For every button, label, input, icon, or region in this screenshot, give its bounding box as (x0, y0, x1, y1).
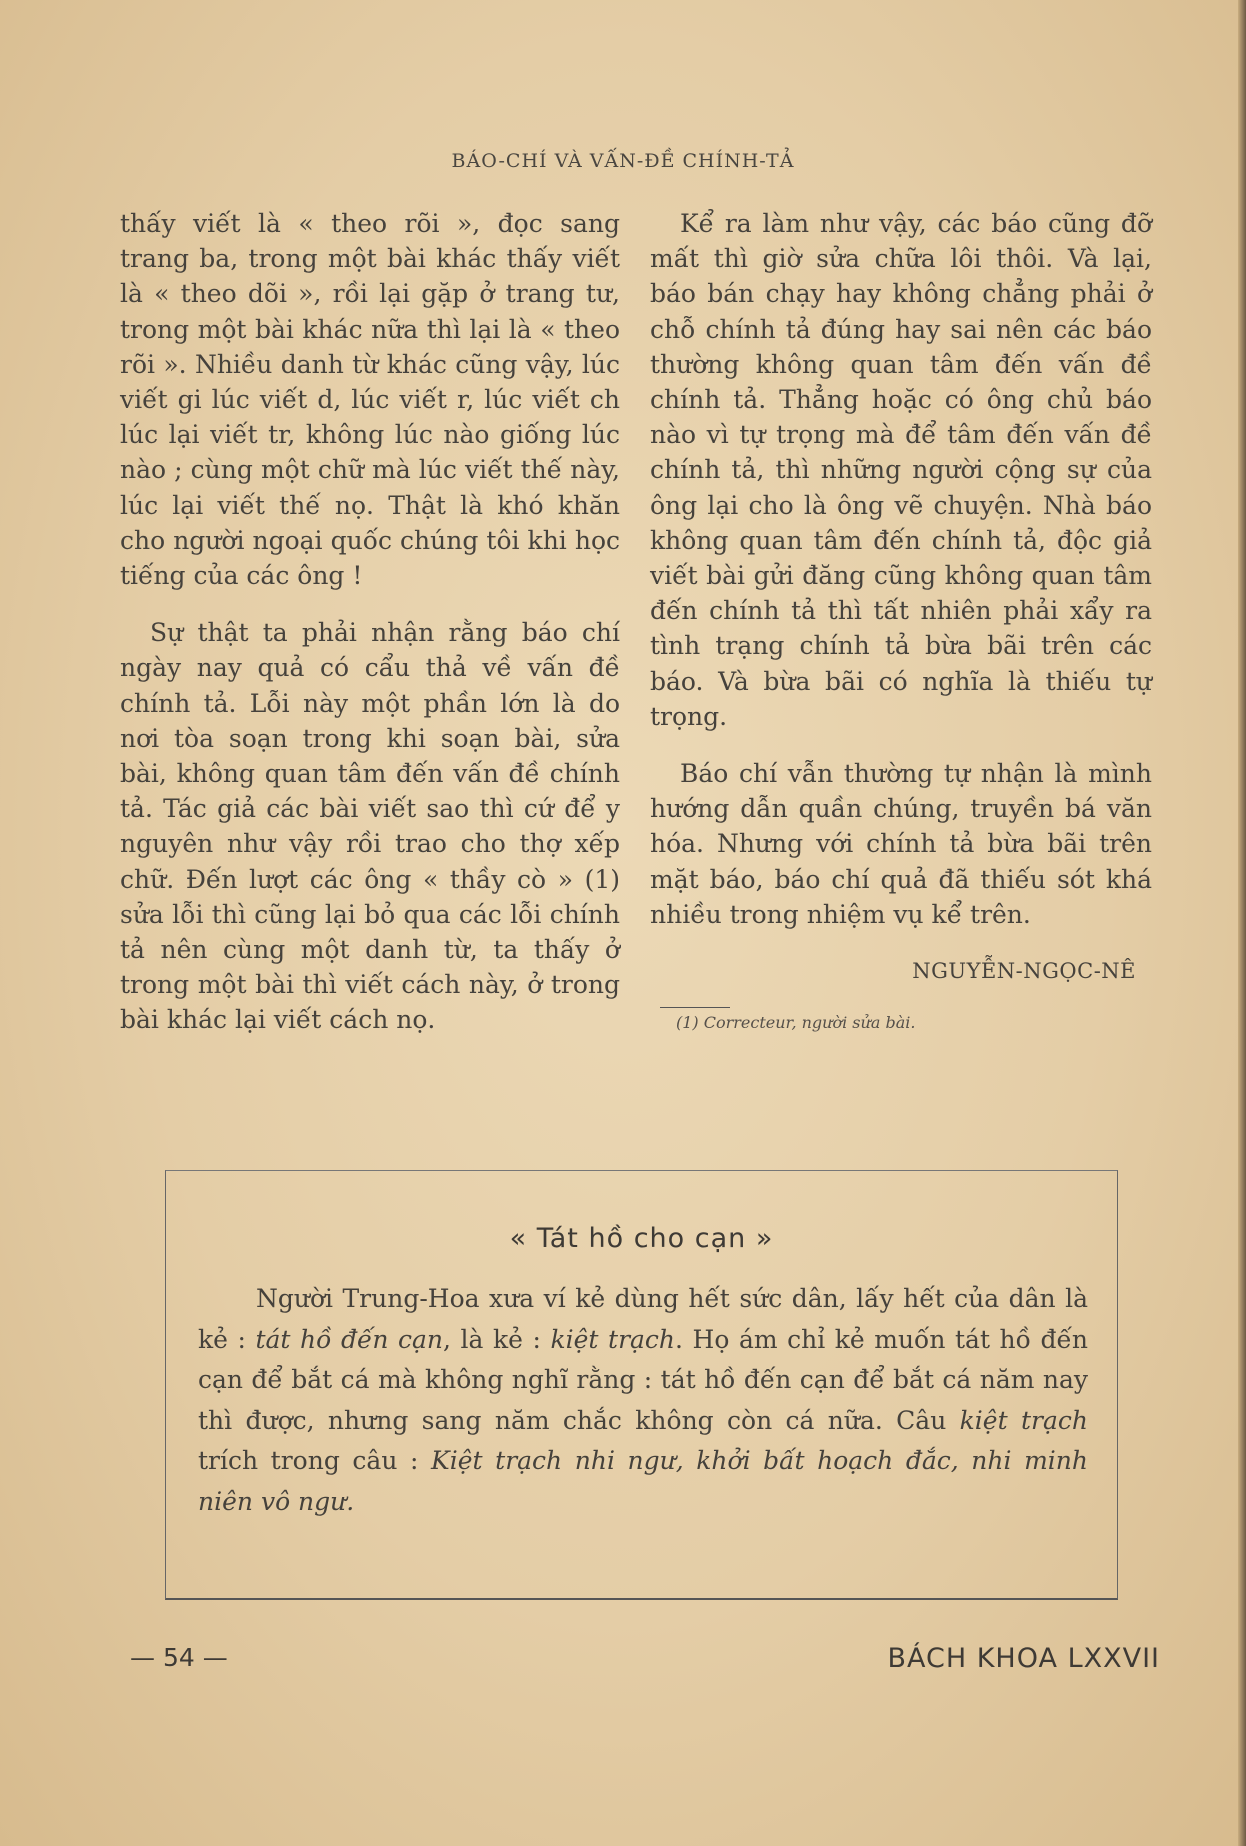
box-title: « Tát hồ cho cạn » (509, 1223, 774, 1254)
box-text (198, 1279, 1088, 1523)
box-text-part: trích trong câu : (198, 1446, 432, 1476)
left-paragraph-1: thấy viết là « theo rõi », đọc sang trang ba, trong một bài khác thấy viết là « theo dõi », rồi lại gặp ở trang tư, trong một bài khác nữa thì lại là « theo rõi ». Nhiều danh từ khác cũng vậy, lúc viết gi lúc viết d, lúc viết r, lúc viết ch lúc lại viết tr, không lúc nào giống lúc nào ; cùng một chữ mà lúc viết thế này, lúc lại viết thế nọ. Thật là khó khăn cho người ngoại quốc chúng tôi khi học tiếng của các ông ! (120, 209, 620, 591)
box-text-part: . Họ ám chỉ kẻ muốn tát hồ đến cạn để bắt cá mà không nghĩ rằng : tát hồ đến cạn để bắt cá năm nay thì được, nhưng sang năm chắc không còn cá nữa. Câu (198, 1324, 1088, 1435)
footnote: (1) Correcteur, người sửa bài. (676, 1013, 916, 1033)
left-paragraph-2: Sự thật ta phải nhận rằng báo chí ngày nay quả có cẩu thả về vấn đề chính tả. Lỗi này một phần lớn là do nơi tòa soạn trong khi soạn bài, sửa bài, không quan tâm đến vấn đề chính tả. Tác giả các bài viết sao thì cứ để y nguyên như vậy rồi trao cho thợ xếp chữ. Đến lượt các ông « thầy cò » (1) sửa lỗi thì cũng lại bỏ qua các lỗi chính tả nên cùng một danh từ, ta thấy ở trong một bài thì viết cách này, ở trong bài khác lại viết cách nọ. (120, 618, 620, 1035)
box-italic-phrase: kiệt trạch (959, 1405, 1088, 1435)
page-number: — 54 — (130, 1643, 228, 1672)
footnote-rule (660, 1007, 730, 1008)
box-italic-phrase: kiệt trạch (550, 1324, 676, 1354)
page-edge (1238, 0, 1246, 1846)
running-header: BÁO-CHÍ VÀ VẤN-ĐỀ CHÍNH-TẢ (451, 150, 795, 172)
box-italic-quote: Kiệt trạch nhi ngư, khởi bất hoạch đắc, nhi minh niên vô ngư. (198, 1446, 1088, 1516)
right-column (650, 206, 1152, 1034)
left-column (120, 206, 620, 1060)
publication-name: BÁCH KHOA LXXVII (887, 1643, 1160, 1674)
box-text-part: Người Trung-Hoa xưa ví kẻ dùng hết sức dân, lấy hết của dân là kẻ : (198, 1284, 1088, 1354)
right-paragraph-1: Kể ra làm như vậy, các báo cũng đỡ mất thì giờ sửa chữa lôi thôi. Và lại, báo bán chạy hay không chẳng phải ở chỗ chính tả đúng hay sai nên các báo thường không quan tâm đến vấn đề chính tả. Thẳng hoặc có ông chủ báo nào vì tự trọng mà để tâm đến vấn đề chính tả, thì những người cộng sự của ông lại cho là ông vẽ chuyện. Nhà báo không quan tâm đến chính tả, độc giả viết bài gửi đăng cũng không quan tâm đến chính tả thì tất nhiên phải xẩy ra tình trạng chính tả bừa bãi trên các báo. Và bừa bãi có nghĩa là thiếu tự trọng. (650, 209, 1152, 731)
author-signature: NGUYỄN-NGỌC-NÊ (912, 959, 1136, 984)
sidebar-box (165, 1170, 1118, 1600)
box-italic-phrase: tát hồ đến cạn (255, 1324, 444, 1354)
box-text-part: , là kẻ : (443, 1324, 551, 1354)
right-paragraph-2: Báo chí vẫn thường tự nhận là mình hướng dẫn quần chúng, truyền bá văn hóa. Nhưng với chính tả bừa bãi trên mặt báo, báo chí quả đã thiếu sót khá nhiều trong nhiệm vụ kể trên. (650, 759, 1152, 929)
